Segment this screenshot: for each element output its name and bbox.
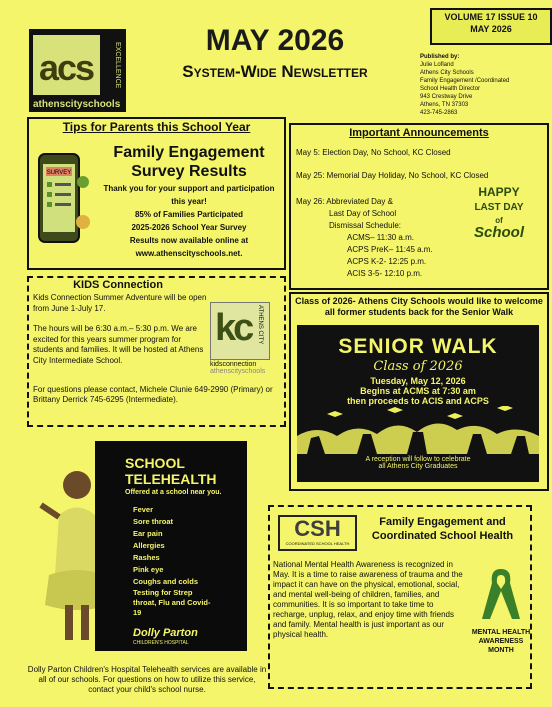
- csh-body: National Mental Health Awareness is recognized in May. It is a time to raise awareness of trauma and the impact it can have on the physical, emotional, social, and mental well-being of children, families, and communities. It is so important to take time to recharge, unplug, relax, and enjoy time with friends and family. Mental health is just important as our physical health.: [273, 560, 463, 639]
- newsletter-title: MAY 2026: [205, 24, 345, 57]
- badge-line: LAST DAY: [474, 202, 524, 213]
- telehealth-item: Fever: [133, 505, 154, 514]
- telehealth-item: Sore throat: [133, 517, 174, 526]
- survey-label: SURVEY: [46, 170, 72, 176]
- senior-script: Class of 2026: [373, 359, 463, 374]
- senior-begins: Begins at ACMS at 7:30 am: [360, 386, 476, 396]
- logo-text: acs: [39, 47, 94, 88]
- kc-logo-text: kc: [215, 307, 252, 349]
- survey-line: Results now available online at: [129, 236, 249, 245]
- csh-logo: [278, 515, 357, 551]
- logo-side-text: EXCELLENCE: [114, 41, 121, 89]
- csh-heading: Family Engagement and Coordinated School Health: [371, 516, 514, 542]
- telehealth-item: Testing for Strep throat, Flu and Covid-19: [133, 588, 211, 617]
- publisher-line: Athens City Schools: [420, 70, 474, 76]
- kc-logo-caption: [210, 361, 280, 375]
- announcement-item: May 25: Memorial Day Holiday, No School, KC Closed: [296, 171, 489, 180]
- survey-link[interactable]: www.athenscityschools.net.: [135, 249, 243, 258]
- newsletter-subtitle: System-Wide Newsletter: [182, 62, 368, 81]
- publisher-info: [420, 53, 548, 117]
- senior-title: SENIOR WALK: [338, 335, 498, 358]
- publisher-line: School Health Director: [420, 86, 481, 92]
- senior-then: then proceeds to ACIS and ACPS: [347, 396, 489, 406]
- dolly-parton-sub: CHILDREN'S HOSPITAL: [133, 640, 189, 646]
- mental-health-ribbon: [470, 565, 532, 655]
- telehealth-flyer: [95, 441, 247, 651]
- senior-reception: A reception will follow to celebrate: [365, 456, 471, 463]
- publisher-line: Julie Lofland: [420, 62, 454, 68]
- announcement-item: ACPS K-2- 12:25 p.m.: [347, 257, 427, 266]
- kc-logo: [210, 302, 270, 360]
- kc-caption-line: kidsconnection: [210, 361, 257, 368]
- survey-phone-icon: [37, 152, 91, 247]
- telehealth-item: Rashes: [133, 553, 160, 562]
- kids-para: Kids Connection Summer Adventure will be open from June 1-July 17.: [33, 293, 207, 313]
- senior-heading: Class of 2026- Athens City Schools would like to welcome all former students back for the Senior Walk: [295, 296, 543, 317]
- senior-reception-2: all Athens City Graduates: [378, 463, 458, 470]
- badge-line: HAPPY: [478, 185, 520, 199]
- telehealth-caption: Dolly Parton Children's Hospital Telehealth services are available in all of our schools. For questions on how to utilize this service, contact your child's school nurse.: [27, 665, 267, 694]
- kids-info: [33, 293, 208, 366]
- publisher-line: Athens, TN 37303: [420, 102, 469, 108]
- announcement-item: ACMS– 11:30 a.m.: [347, 233, 414, 242]
- announcement-item: ACPS PreK– 11:45 a.m.: [347, 245, 433, 254]
- announcement-item: May 5: Election Day, No School, KC Closed: [296, 148, 451, 157]
- telehealth-item: Allergies: [133, 541, 165, 550]
- announcements-heading: Important Announcements: [349, 127, 489, 139]
- announcement-item: May 26: Abbreviated Day &: [296, 197, 393, 206]
- kc-logo-side: ATHENS CITY: [257, 305, 263, 345]
- kids-heading: KIDS Connection: [73, 279, 163, 291]
- ribbon-icon: [470, 565, 532, 623]
- announcement-item: Last Day of School: [329, 209, 397, 218]
- kids-contact: For questions please contact, Michele Clunie 649-2990 (Primary) or Brittany Derrick 745-6295 (Intermediate).: [33, 385, 273, 404]
- survey-title: Family Engagement Survey Results: [113, 144, 265, 180]
- csh-logo-sub: COORDINATED SCHOOL HEALTH: [285, 541, 350, 546]
- senior-walk-flyer: [297, 325, 539, 482]
- survey-line: Thank you for your support and participation this year!: [103, 184, 275, 206]
- announcement-item: Dismissal Schedule:: [329, 221, 402, 230]
- logo-foot-text: athenscityschools: [33, 99, 121, 110]
- publisher-line: 943 Crestway Drive: [420, 94, 473, 100]
- graduates-silhouette: [297, 406, 539, 454]
- telehealth-tagline: Offered at a school near you.: [125, 489, 222, 496]
- telehealth-title: SCHOOL TELEHEALTH: [125, 455, 217, 487]
- publisher-line: Published by:: [420, 54, 460, 60]
- kids-para: The hours will be 6:30 a.m.– 5:30 p.m. We are excited for this years summer program for students and families. It will be hosted at Athens City Intermediate School.: [33, 324, 204, 365]
- volume-date: MAY 2026: [470, 24, 512, 34]
- volume-issue: VOLUME 17 ISSUE 10: [444, 12, 538, 22]
- badge-line: of: [495, 216, 503, 225]
- announcement-item: ACIS 3-5- 12:10 p.m.: [347, 269, 423, 278]
- telehealth-item: Ear pain: [133, 529, 163, 538]
- volume-badge: [430, 8, 552, 45]
- dolly-parton-logo: Dolly Parton: [133, 627, 198, 639]
- last-day-badge: [463, 184, 535, 254]
- survey-body: [100, 182, 278, 260]
- senior-date: Tuesday, May 12, 2026: [370, 376, 466, 386]
- csh-logo-text: CSH: [294, 516, 341, 541]
- telehealth-item: Pink eye: [133, 565, 164, 574]
- telehealth-item: Coughs and colds: [133, 577, 199, 586]
- kc-caption-line: athenscityschools: [210, 368, 266, 375]
- acs-logo: [29, 29, 126, 112]
- tips-heading: Tips for Parents this School Year: [62, 120, 251, 134]
- publisher-line: Family Engagement /Coordinated: [420, 78, 510, 84]
- survey-line: 85% of Families Participated: [134, 210, 244, 219]
- badge-line: School: [473, 224, 524, 241]
- ribbon-caption: MENTAL HEALTH AWARENESS MONTH: [471, 629, 531, 654]
- publisher-line: 423-745-2863: [420, 110, 458, 116]
- survey-line: 2025-2026 School Year Survey: [131, 223, 247, 232]
